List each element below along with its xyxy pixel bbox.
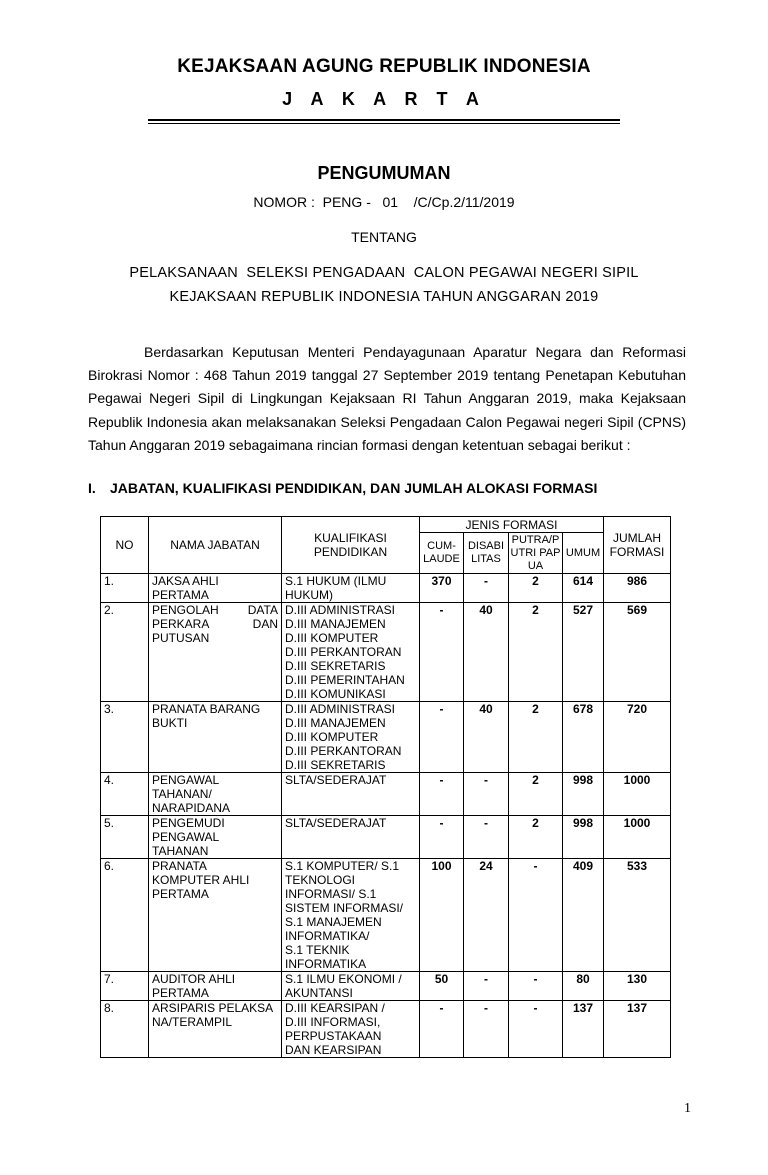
cell-kualifikasi: S.1 KOMPUTER/ S.1 TEKNOLOGI INFORMASI/ S.1 SISTEM INFORMASI/ S.1 MANAJEMEN INFORMATIKA/ S.1 TEKNIK INFORMATIKA bbox=[282, 859, 420, 972]
header-jenis-formasi: JENIS FORMASI bbox=[420, 517, 604, 533]
announcement-about: TENTANG bbox=[351, 229, 417, 245]
header-umum: UMUM bbox=[563, 533, 604, 574]
cell-jumlah: 137 bbox=[604, 1001, 671, 1058]
header-divider-thick bbox=[148, 119, 620, 121]
cell-kualifikasi: D.III ADMINISTRASI D.III MANAJEMEN D.III KOMPUTER D.III PERKANTORAN D.III SEKRETARIS bbox=[282, 702, 420, 773]
cell-cumlaude: 100 bbox=[420, 859, 464, 972]
body-paragraph: Berdasarkan Keputusan Menteri Pendayagunaan Aparatur Negara dan Reformasi Birokrasi Nomor : 468 Tahun 2019 tanggal 27 September 2019 tentang Penetapan Kebutuhan Pegawai Negeri Sipil di Lingkungan Kejaksaan RI Tahun Anggaran 2019, maka Kejaksaan Republik Indonesia akan melaksanakan Seleksi Pengadaan Calon Pegawai negeri Sipil (CPNS) Tahun Anggaran 2019 sebagaimana rincian formasi dengan ketentuan sebagai berikut : bbox=[88, 344, 686, 453]
cell-cumlaude: 370 bbox=[420, 574, 464, 603]
header-divider-thin bbox=[148, 123, 620, 124]
table-row bbox=[101, 859, 671, 972]
cell-no: 7. bbox=[101, 972, 149, 1001]
cell-umum: 409 bbox=[563, 859, 604, 972]
cell-umum: 527 bbox=[563, 603, 604, 702]
cell-no: 3. bbox=[101, 702, 149, 773]
cell-papua: 2 bbox=[509, 603, 563, 702]
cell-papua: 2 bbox=[509, 816, 563, 859]
cell-jumlah: 569 bbox=[604, 603, 671, 702]
announcement-number: NOMOR : PENG - 01 /C/Cp.2/11/2019 bbox=[253, 194, 515, 210]
table-row bbox=[101, 773, 671, 816]
cell-cumlaude: - bbox=[420, 816, 464, 859]
cell-jumlah: 533 bbox=[604, 859, 671, 972]
section-number: I. bbox=[88, 480, 96, 496]
cell-kualifikasi: SLTA/SEDERAJAT bbox=[282, 816, 420, 859]
header-disabilitas: DISABILITAS bbox=[464, 533, 509, 574]
cell-umum: 678 bbox=[563, 702, 604, 773]
header-nama-jabatan: NAMA JABATAN bbox=[149, 517, 282, 574]
cell-disabilitas: - bbox=[464, 972, 509, 1001]
cell-cumlaude: 50 bbox=[420, 972, 464, 1001]
cell-umum: 137 bbox=[563, 1001, 604, 1058]
table-row bbox=[101, 1001, 671, 1058]
cell-no: 1. bbox=[101, 574, 149, 603]
cell-cumlaude: - bbox=[420, 603, 464, 702]
section-heading bbox=[88, 480, 597, 496]
cell-umum: 614 bbox=[563, 574, 604, 603]
cell-papua: - bbox=[509, 1001, 563, 1058]
cell-disabilitas: - bbox=[464, 574, 509, 603]
header-jumlah-formasi: JUMLAH FORMASI bbox=[604, 517, 671, 574]
cell-no: 5. bbox=[101, 816, 149, 859]
table-row bbox=[101, 816, 671, 859]
cell-papua: 2 bbox=[509, 702, 563, 773]
city-name: J A K A R T A bbox=[282, 89, 486, 109]
announcement-title: PENGUMUMAN bbox=[317, 163, 451, 183]
cell-kualifikasi: S.1 HUKUM (ILMU HUKUM) bbox=[282, 574, 420, 603]
cell-papua: - bbox=[509, 859, 563, 972]
cell-no: 8. bbox=[101, 1001, 149, 1058]
cell-kualifikasi: D.III ADMINISTRASI D.III MANAJEMEN D.III KOMPUTER D.III PERKANTORAN D.III SEKRETARIS D.III PEMERINTAHAN D.III KOMUNIKASI bbox=[282, 603, 420, 702]
cell-jabatan: ARSIPARIS PELAKSANA/TERAMPIL bbox=[149, 1001, 282, 1058]
cell-jabatan: PRANATA KOMPUTER AHLI PERTAMA bbox=[149, 859, 282, 972]
cell-papua: 2 bbox=[509, 773, 563, 816]
cell-jabatan: AUDITOR AHLI PERTAMA bbox=[149, 972, 282, 1001]
cell-umum: 80 bbox=[563, 972, 604, 1001]
cell-disabilitas: - bbox=[464, 816, 509, 859]
cell-disabilitas: 24 bbox=[464, 859, 509, 972]
cell-papua: - bbox=[509, 972, 563, 1001]
header-cumlaude: CUM-LAUDE bbox=[420, 533, 464, 574]
cell-umum: 998 bbox=[563, 816, 604, 859]
cell-no: 4. bbox=[101, 773, 149, 816]
announcement-subject-line1: PELAKSANAAN SELEKSI PENGADAAN CALON PEGAWAI NEGERI SIPIL bbox=[129, 265, 639, 281]
cell-jabatan: PENGAWAL TAHANAN/ NARAPIDANA bbox=[149, 773, 282, 816]
cell-kualifikasi: D.III KEARSIPAN / D.III INFORMASI, PERPUSTAKAAN DAN KEARSIPAN bbox=[282, 1001, 420, 1058]
cell-jabatan: PRANATA BARANG BUKTI bbox=[149, 702, 282, 773]
cell-jumlah: 1000 bbox=[604, 773, 671, 816]
cell-jabatan: PENGOLAH DATA PERKARA DAN PUTUSAN bbox=[149, 603, 282, 702]
cell-papua: 2 bbox=[509, 574, 563, 603]
page-number: 1 bbox=[684, 1101, 691, 1116]
section-title: JABATAN, KUALIFIKASI PENDIDIKAN, DAN JUMLAH ALOKASI FORMASI bbox=[110, 480, 598, 496]
cell-jumlah: 986 bbox=[604, 574, 671, 603]
formation-table bbox=[100, 516, 671, 1058]
cell-disabilitas: - bbox=[464, 1001, 509, 1058]
cell-umum: 998 bbox=[563, 773, 604, 816]
cell-cumlaude: - bbox=[420, 773, 464, 816]
table-row bbox=[101, 702, 671, 773]
announcement-subject-line2: KEJAKSAAN REPUBLIK INDONESIA TAHUN ANGGARAN 2019 bbox=[169, 289, 599, 305]
cell-no: 6. bbox=[101, 859, 149, 972]
header-putra-papua: PUTRA/PUTRI PAPUA bbox=[509, 533, 563, 574]
cell-kualifikasi: SLTA/SEDERAJAT bbox=[282, 773, 420, 816]
cell-disabilitas: - bbox=[464, 773, 509, 816]
institution-name: KEJAKSAAN AGUNG REPUBLIK INDONESIA bbox=[177, 56, 591, 77]
cell-jumlah: 720 bbox=[604, 702, 671, 773]
cell-jabatan: JAKSA AHLI PERTAMA bbox=[149, 574, 282, 603]
cell-disabilitas: 40 bbox=[464, 702, 509, 773]
cell-jumlah: 130 bbox=[604, 972, 671, 1001]
table-row bbox=[101, 972, 671, 1001]
header-kualifikasi: KUALIFIKASI PENDIDIKAN bbox=[282, 517, 420, 574]
cell-jumlah: 1000 bbox=[604, 816, 671, 859]
cell-cumlaude: - bbox=[420, 1001, 464, 1058]
cell-disabilitas: 40 bbox=[464, 603, 509, 702]
table-row bbox=[101, 574, 671, 603]
cell-no: 2. bbox=[101, 603, 149, 702]
table-row bbox=[101, 603, 671, 702]
cell-jabatan: PENGEMUDI PENGAWAL TAHANAN bbox=[149, 816, 282, 859]
header-no: NO bbox=[101, 517, 149, 574]
cell-cumlaude: - bbox=[420, 702, 464, 773]
cell-kualifikasi: S.1 ILMU EKONOMI / AKUNTANSI bbox=[282, 972, 420, 1001]
